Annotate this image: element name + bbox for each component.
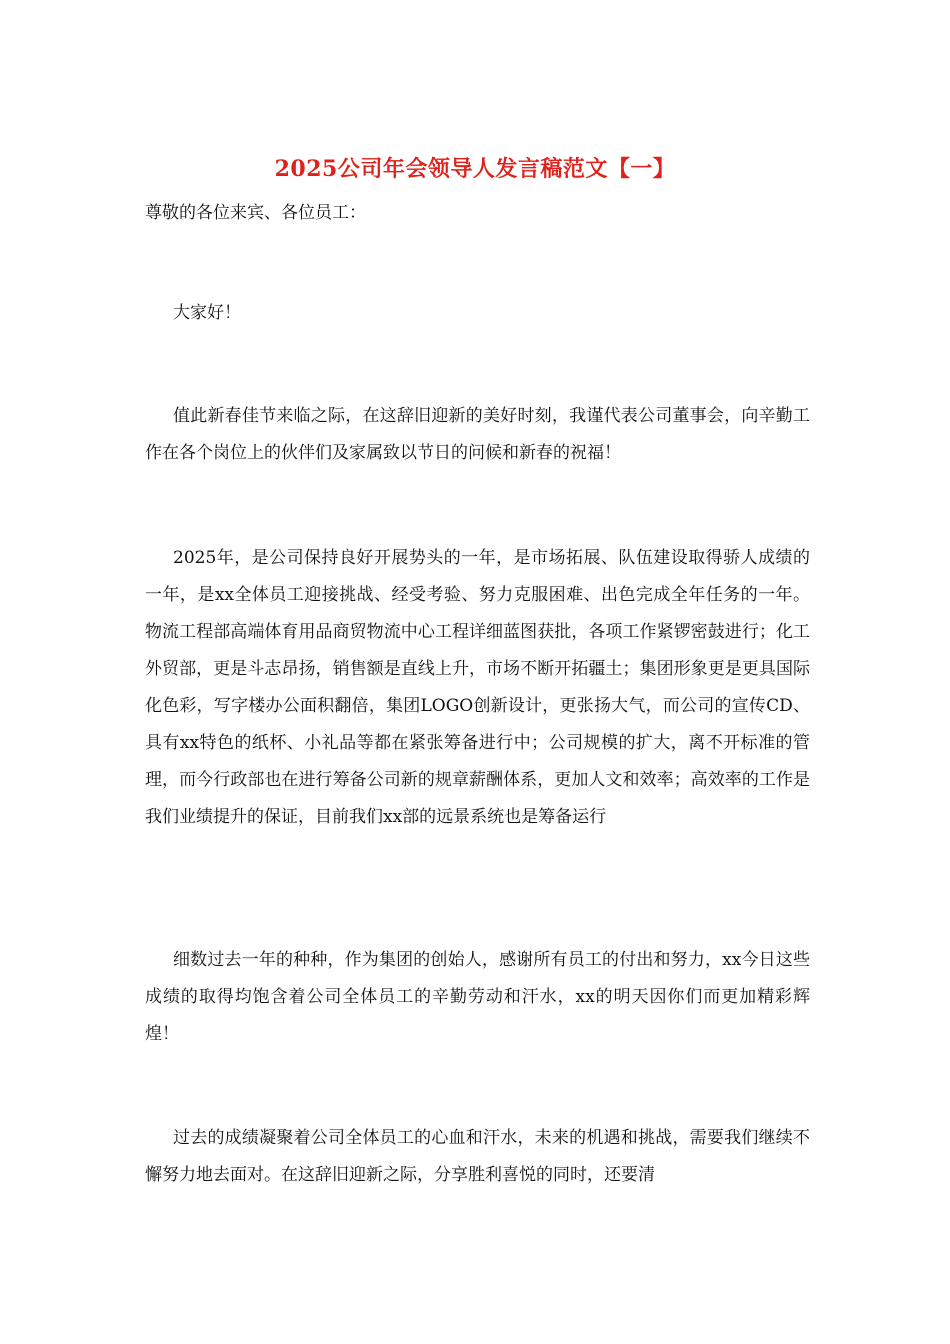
salutation: 尊敬的各位来宾、各位员工： xyxy=(145,203,366,223)
greeting: 大家好！ xyxy=(173,303,241,323)
paragraph-1: 值此新春佳节来临之际，在这辞旧迎新的美好时刻，我谨代表公司董事会，向辛勤工作在各个岗位上的伙伴们及家属致以节日的问候和新春的祝福！ xyxy=(145,406,810,463)
paragraph-4: 过去的成绩凝聚着公司全体员工的心血和汗水，未来的机遇和挑战，需要我们继续不懈努力地去面对。在这辞旧迎新之际，分享胜利喜悦的同时，还要清 xyxy=(145,1128,810,1185)
paragraph-3: 细数过去一年的种种，作为集团的创始人，感谢所有员工的付出和努力，xx今日这些成绩的取得均饱含着公司全体员工的辛勤劳动和汗水，xx的明天因你们而更加精彩辉煌！ xyxy=(145,950,810,1044)
paragraph-2: 2025年，是公司保持良好开展势头的一年，是市场拓展、队伍建设取得骄人成绩的一年，是xx全体员工迎接挑战、经受考验、努力克服困难、出色完成全年任务的一年。物流工程部高端体育用品商贸物流中心工程详细蓝图获批，各项工作紧锣密鼓进行；化工外贸部，更是斗志昂扬，销售额是直线上升，市场不断开拓疆土；集团形象更是更具国际化色彩，写字楼办公面积翻倍，集团LOGO创新设计，更张扬大气，而公司的宣传CD、具有xx特色的纸杯、小礼品等都在紧张筹备进行中；公司规模的扩大，离不开标准的管理，而今行政部也在进行筹备公司新的规章薪酬体系，更加人文和效率；高效率的工作是我们业绩提升的保证，目前我们xx部的远景系统也是筹备运行 xyxy=(145,548,810,827)
document-title: 2025公司年会领导人发言稿范文【一】 xyxy=(274,156,676,182)
